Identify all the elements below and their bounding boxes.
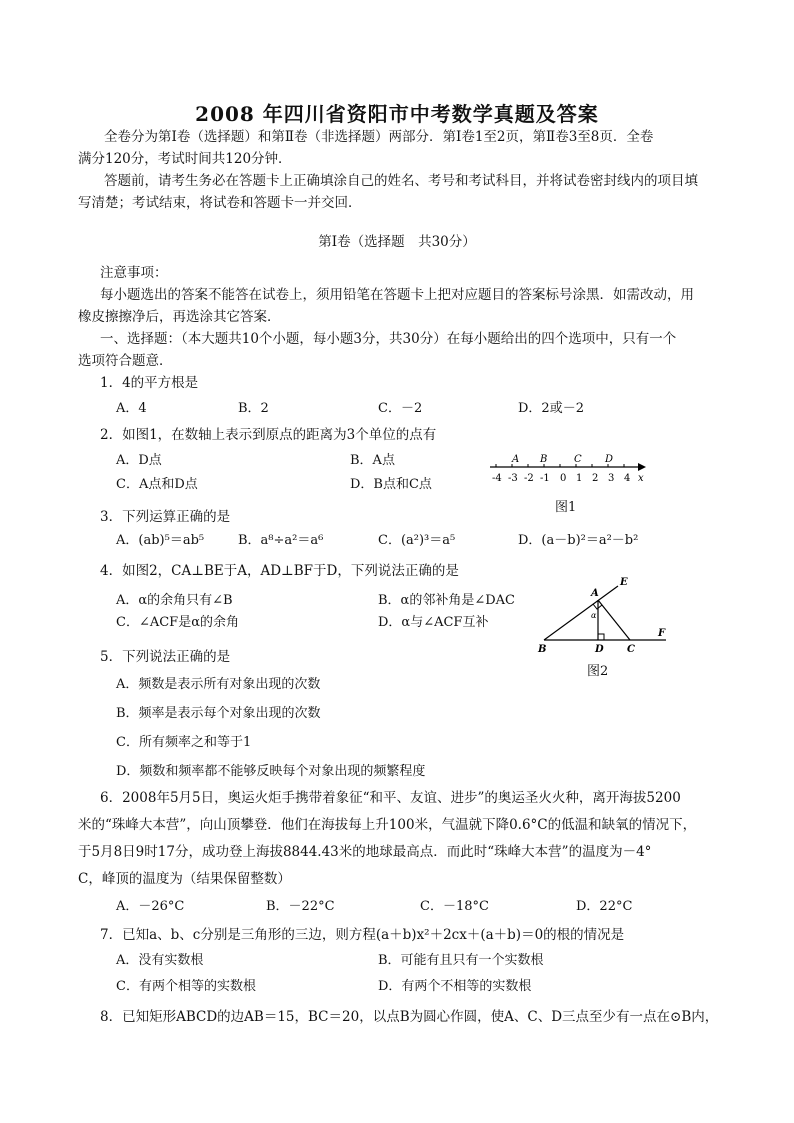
axis-variable: x	[638, 473, 644, 484]
q1-option-c: C．－2	[378, 401, 423, 416]
figure-2-caption: 图2	[587, 664, 609, 679]
axis-num-3: 3	[608, 473, 615, 484]
notes-line2: 橡皮擦擦净后，再选涂其它答案．	[78, 309, 281, 325]
q2-option-d: D．B点和C点	[350, 477, 432, 492]
q7-option-c: C．有两个相等的实数根	[116, 979, 256, 994]
q6-option-d: D．22°C	[576, 899, 633, 914]
figure-1-number-line	[488, 450, 648, 490]
intro-p2-line1: 答题前，请考生务必在答题卡上正确填涂自己的姓名、考号和考试科目，并将试卷密封线内的项目填	[104, 173, 698, 189]
axis-num-minus3: -3	[508, 473, 518, 484]
q6-option-b: B．－22°C	[266, 899, 335, 914]
q8-stem: 8．已知矩形ABCD的边AB＝15，BC＝20，以点B为圆心作圆，使A、C、D三点至少有一点在⊙B内，	[100, 1009, 719, 1025]
q3-option-a: A．(ab)⁵＝ab⁵	[116, 533, 205, 548]
axis-num-1: 1	[576, 473, 583, 484]
q1-option-d: D．2或－2	[518, 401, 584, 416]
axis-num-minus4: -4	[492, 473, 502, 484]
page-title: 2008 年四川省资阳市中考数学真题及答案	[195, 102, 599, 126]
q2-stem: 2．如图1，在数轴上表示到原点的距离为3个单位的点有	[100, 427, 437, 443]
q2-option-b: B．A点	[350, 453, 395, 468]
axis-point-c: C	[574, 454, 582, 465]
notes-line4: 选项符合题意．	[78, 353, 173, 369]
label-alpha: α	[591, 611, 597, 620]
q5-stem: 5．下列说法正确的是	[100, 649, 231, 665]
q7-option-d: D．有两个不相等的实数根	[378, 979, 532, 994]
q6-line3: 于5月8日9时17分，成功登上海拔8844.43米的地球最高点．而此时“珠峰大本营”的温度为－4°	[78, 844, 652, 860]
q5-option-c: C．所有频率之和等于1	[116, 735, 252, 750]
q4-option-a: A．α的余角只有∠B	[116, 593, 233, 608]
q2-option-c: C．A点和D点	[116, 477, 198, 492]
right-angle-mark-d	[598, 634, 604, 640]
q6-option-c: C．－18°C	[420, 899, 489, 914]
q1-option-b: B．2	[238, 401, 269, 416]
q4-stem: 4．如图2，CA⊥BE于A，AD⊥BF于D，下列说法正确的是	[100, 563, 459, 579]
q1-stem: 1．4的平方根是	[100, 375, 199, 391]
q5-option-b: B．频率是表示每个对象出现的次数	[116, 706, 321, 721]
q3-option-b: B．a⁸÷a²＝a⁶	[238, 533, 324, 548]
axis-point-d: D	[605, 454, 614, 465]
q4-option-b: B．α的邻补角是∠DAC	[378, 593, 515, 608]
q7-option-b: B．可能有且只有一个实数根	[378, 953, 544, 968]
intro-p1-line2: 满分120分，考试时间共120分钟．	[78, 151, 292, 167]
notes-line1: 每小题选出的答案不能答在试卷上，须用铅笔在答题卡上把对应题目的答案标号涂黑．如需改动，用	[100, 287, 694, 303]
label-e: E	[620, 577, 628, 588]
q5-option-a: A．频数是表示所有对象出现的次数	[116, 677, 321, 692]
q7-option-a: A．没有实数根	[116, 953, 204, 968]
axis-point-a: A	[512, 454, 520, 465]
q3-option-d: D．(a－b)²＝a²－b²	[518, 533, 639, 548]
q6-line1: 6．2008年5月5日，奥运火炬手携带着象征“和平、友谊、进步”的奥运圣火火种，离开海拔5200	[100, 790, 681, 806]
q3-option-c: C．(a²)³＝a⁵	[378, 533, 456, 548]
axis-num-4: 4	[624, 473, 631, 484]
q6-option-a: A．－26°C	[116, 899, 185, 914]
q4-option-d: D．α与∠ACF互补	[378, 615, 489, 630]
axis-num-2: 2	[592, 473, 599, 484]
figure-2-triangle	[534, 572, 674, 656]
q7-stem: 7．已知a、b、c分别是三角形的三边，则方程(a＋b)x²＋2cx＋(a＋b)＝0的根的情况是	[100, 927, 625, 943]
q6-line2: 米的“珠峰大本营”，向山顶攀登．他们在海拔每上升100米，气温就下降0.6°C的低温和缺氧的情况下，	[78, 817, 697, 833]
q1-option-a: A．4	[116, 401, 147, 416]
label-f: F	[658, 628, 666, 639]
intro-p1-line1: 全卷分为第Ⅰ卷（选择题）和第Ⅱ卷（非选择题）两部分．第Ⅰ卷1至2页，第Ⅱ卷3至8页．全卷	[104, 129, 654, 145]
label-d: D	[595, 644, 604, 655]
label-c: C	[627, 644, 635, 655]
axis-num-0: 0	[560, 473, 567, 484]
label-b: B	[538, 644, 547, 655]
intro-p2-line2: 写清楚；考试结束，将试卷和答题卡一并交回．	[78, 195, 362, 211]
q6-line4: C，峰顶的温度为（结果保留整数）	[78, 871, 291, 887]
axis-num-minus1: -1	[540, 473, 550, 484]
q4-option-c: C．∠ACF是α的余角	[116, 615, 239, 630]
notes-heading: 注意事项：	[100, 265, 168, 281]
section-title: 第Ⅰ卷（选择题 共30分）	[318, 234, 476, 250]
q5-option-d: D．频数和频率都不能够反映每个对象出现的频繁程度	[116, 764, 426, 779]
line-be	[544, 586, 618, 640]
axis-point-b: B	[540, 454, 548, 465]
label-a: A	[591, 588, 599, 599]
figure-1-caption: 图1	[555, 500, 577, 515]
number-line-arrow	[638, 463, 646, 471]
q2-option-a: A．D点	[116, 453, 162, 468]
axis-num-minus2: -2	[524, 473, 534, 484]
notes-line3: 一、选择题：（本大题共10个小题，每小题3分，共30分）在每小题给出的四个选项中，只有一个	[100, 331, 677, 347]
q3-stem: 3．下列运算正确的是	[100, 509, 231, 525]
